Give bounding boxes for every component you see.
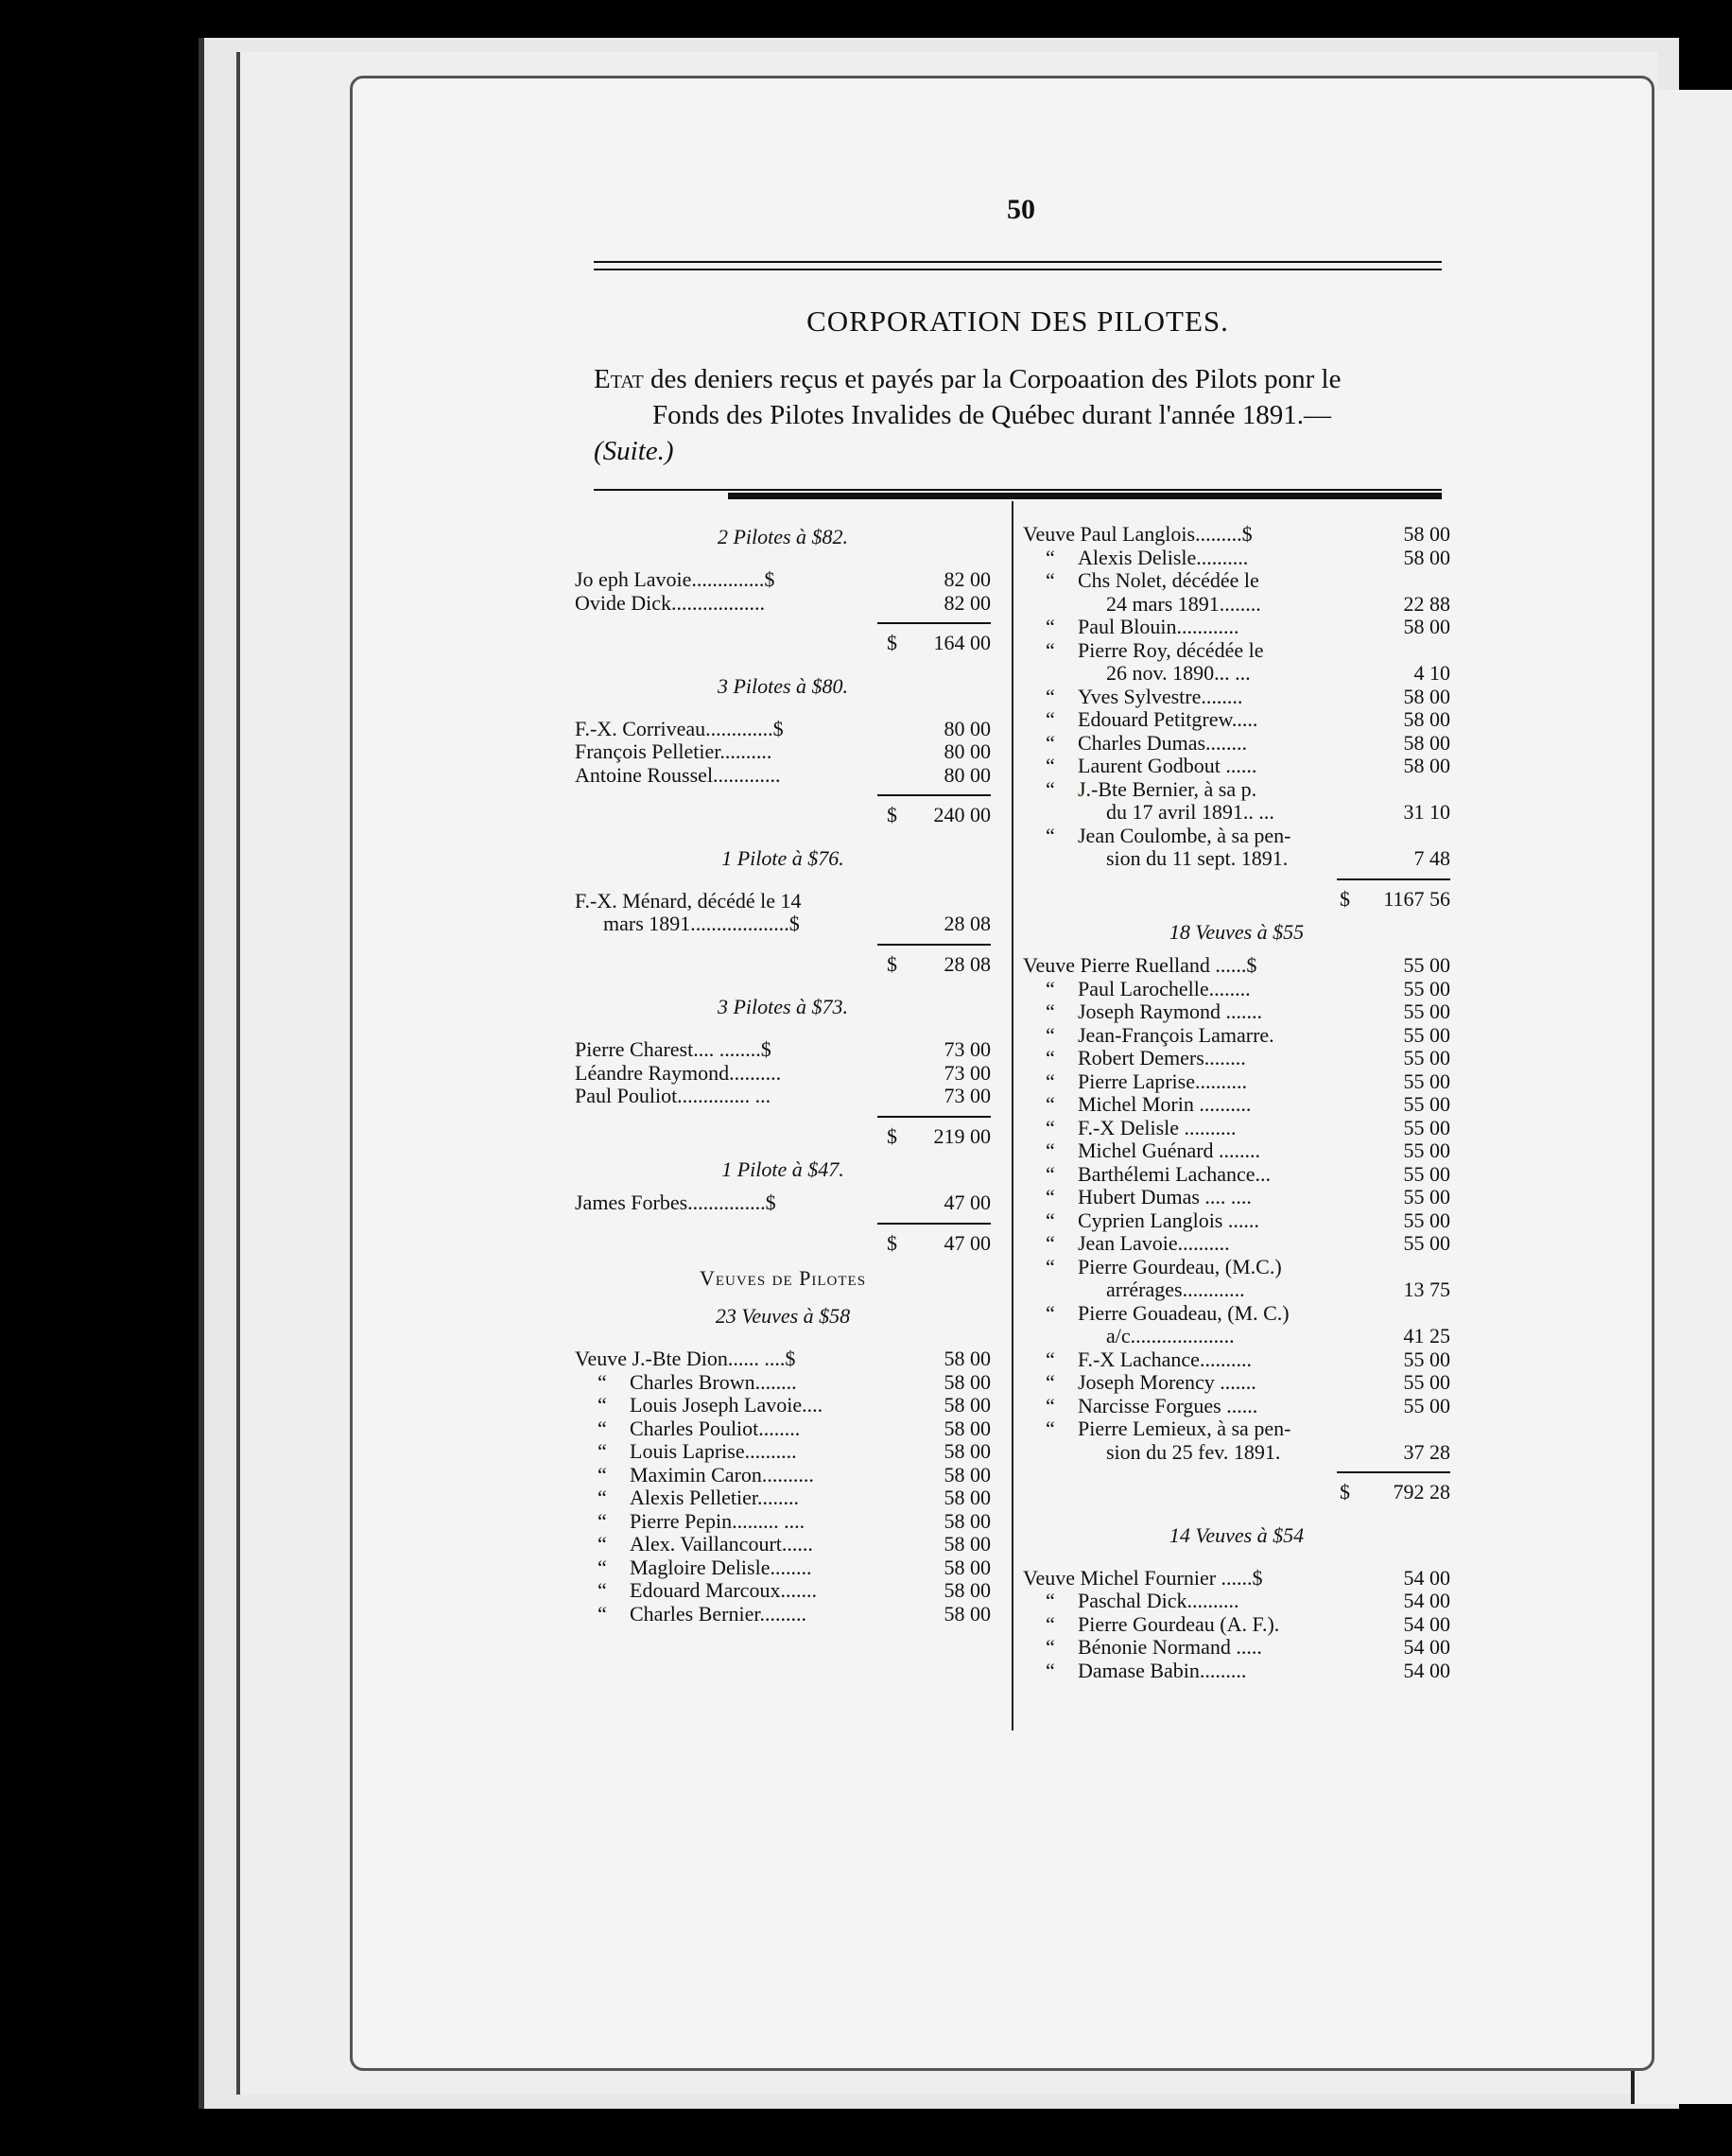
ditto-mark: “: [598, 1578, 607, 1602]
entry-row: [575, 1487, 991, 1510]
entry-amount: 58 00: [1403, 615, 1450, 638]
entry-row: [575, 568, 991, 592]
entry-name: Charles Brown........: [630, 1369, 797, 1394]
entry-name: Veuve Pierre Ruelland ......$: [1023, 953, 1257, 977]
entry-amount: 55 00: [1403, 1092, 1450, 1116]
entry-row: [1023, 1395, 1450, 1418]
entry-amount: 58 00: [944, 1369, 991, 1394]
entry-name: Laurent Godbout ......: [1078, 754, 1257, 777]
ditto-mark: “: [598, 1601, 607, 1626]
header-rule-top: [594, 261, 1442, 263]
entry-row: [1023, 547, 1450, 570]
entry-name: Pierre Charest.... ........$: [575, 1037, 771, 1061]
entry-name: Pierre Gourdeau (A. F.).: [1078, 1611, 1280, 1636]
entry-row: [1023, 978, 1450, 1001]
subtotal-row: [1023, 1481, 1450, 1504]
dollar-sign: $: [1340, 1480, 1350, 1504]
entry-amount: 55 00: [1403, 1185, 1450, 1208]
entry-amount: 55 00: [1403, 1046, 1450, 1069]
entry-row: [575, 1556, 991, 1580]
subtotal-rule: [575, 1116, 991, 1118]
entry-row: [1023, 1348, 1450, 1372]
entry-name: Léandre Raymond..........: [575, 1060, 782, 1085]
entry-name: Paul Larochelle........: [1078, 976, 1251, 1000]
ditto-mark: “: [1046, 568, 1055, 592]
entry-name: Robert Demers........: [1078, 1046, 1246, 1069]
intro-line-1: [594, 361, 1442, 397]
entry-name: Pierre Roy, décédée le: [1078, 637, 1264, 662]
entry-name: Alexis Delisle..........: [1078, 545, 1249, 569]
entry-amount: 58 00: [944, 1508, 991, 1533]
entry-row: [1023, 1590, 1450, 1613]
widows-heading: Veuves de Pilotes: [699, 1266, 867, 1290]
entry-name: 26 nov. 1890... ...: [1106, 661, 1251, 685]
ditto-mark: “: [1046, 707, 1055, 731]
page-title: CORPORATION DES PILOTES.: [806, 304, 1229, 338]
ditto-mark: “: [1046, 823, 1055, 847]
intro-line-2: Fonds des Pilotes Invalides de Québec durant l'année 1891.—: [652, 400, 1331, 430]
entry-amount: 55 00: [1403, 1161, 1450, 1186]
entry-row-continued: [575, 913, 991, 936]
entry-row: [575, 740, 991, 764]
entry-name: F.-X. Corriveau.............$: [575, 716, 784, 740]
entry-amount: 55 00: [1403, 1231, 1450, 1255]
entry-row-continued: [1023, 847, 1450, 871]
entry-row: [575, 1085, 991, 1108]
entry-row: [1023, 954, 1450, 978]
left-column: [575, 523, 991, 1626]
entry-name: J.-Bte Bernier, à sa p.: [1078, 776, 1257, 801]
entry-amount: 58 00: [944, 1439, 991, 1463]
subtotal-amount: 792 28: [1393, 1480, 1450, 1504]
ditto-mark: “: [1046, 1254, 1055, 1278]
table-rule-thick: [728, 493, 1442, 499]
subtotal-amount: 219 00: [933, 1123, 991, 1148]
entry-amount: 82 00: [944, 567, 991, 591]
entry-amount: 55 00: [1403, 1022, 1450, 1047]
ditto-mark: “: [1046, 545, 1055, 569]
entry-name: Pierre Gouadeau, (M. C.): [1078, 1300, 1290, 1325]
entry-row-continued: [1023, 1325, 1450, 1348]
entry-row-continued: [1023, 662, 1450, 686]
ditto-mark: “: [1046, 1635, 1055, 1659]
entry-amount: 28 08: [944, 912, 991, 935]
entry-row: [1023, 569, 1450, 593]
entry-name: Yves Sylvestre........: [1078, 684, 1243, 708]
entry-row: [1023, 778, 1450, 802]
entry-amount: 58 00: [1403, 730, 1450, 755]
entry-name: Pierre Gourdeau, (M.C.): [1078, 1254, 1282, 1278]
entry-row: [1023, 639, 1450, 663]
ditto-mark: “: [1046, 615, 1055, 638]
entry-name: Pierre Pepin......... ....: [630, 1508, 805, 1533]
entry-amount: 54 00: [1403, 1611, 1450, 1636]
entry-name: Hubert Dumas .... ....: [1078, 1185, 1252, 1208]
entry-name: François Pelletier..........: [575, 739, 772, 763]
entry-row: [1023, 825, 1450, 848]
entry-row: [1023, 1660, 1450, 1683]
entry-amount: 82 00: [944, 590, 991, 615]
entry-amount: 80 00: [944, 716, 991, 740]
subtotal-rule: [575, 622, 991, 624]
entry-name: Michel Guénard ........: [1078, 1139, 1261, 1162]
entry-amount: 13 75: [1403, 1278, 1450, 1301]
entry-row: [575, 592, 991, 616]
intro-paragraph: [594, 361, 1442, 469]
ditto-mark: “: [598, 1416, 607, 1440]
entry-name: Alexis Pelletier........: [630, 1486, 800, 1509]
entry-name: Charles Pouliot........: [630, 1416, 801, 1440]
entry-amount: 55 00: [1403, 1208, 1450, 1232]
subtotal-rule: [575, 1223, 991, 1225]
entry-amount: 80 00: [944, 739, 991, 763]
entry-row-continued: [1023, 1441, 1450, 1465]
entry-name: James Forbes...............$: [575, 1191, 776, 1214]
ditto-mark: “: [598, 1439, 607, 1463]
entry-row: [575, 718, 991, 741]
entry-amount: 37 28: [1403, 1439, 1450, 1464]
entry-row: [575, 1371, 991, 1395]
entry-row: [575, 1062, 991, 1086]
entry-amount: 58 00: [944, 1462, 991, 1487]
ditto-mark: “: [598, 1462, 607, 1487]
entry-row: [575, 1348, 991, 1371]
entry-name: Edouard Marcoux.......: [630, 1578, 817, 1602]
ditto-mark: “: [1046, 1046, 1055, 1069]
entry-row: [575, 1394, 991, 1417]
entry-row: [575, 890, 991, 913]
ditto-mark: “: [1046, 1069, 1055, 1093]
dollar-sign: $: [887, 803, 897, 826]
entry-row: [1023, 1093, 1450, 1117]
ditto-mark: “: [1046, 1611, 1055, 1636]
entry-row-continued: [1023, 1278, 1450, 1302]
ditto-mark: “: [1046, 1022, 1055, 1047]
ditto-mark: “: [598, 1486, 607, 1509]
entry-amount: 55 00: [1403, 1347, 1450, 1371]
ditto-mark: “: [1046, 1115, 1055, 1139]
section-heading: 1 Pilote à $76.: [721, 845, 844, 870]
subtotal-amount: 240 00: [933, 803, 991, 826]
entry-name: Damase Babin.........: [1078, 1658, 1247, 1682]
ditto-mark: “: [1046, 1417, 1055, 1440]
entry-name: Charles Bernier.........: [630, 1601, 806, 1626]
entry-row: [575, 1533, 991, 1556]
entry-row: [1023, 1302, 1450, 1326]
entry-name: Jean Coulombe, à sa pen-: [1078, 823, 1291, 847]
entry-row: [1023, 1567, 1450, 1591]
subtotal-row: [575, 1232, 991, 1256]
entry-row: [575, 1417, 991, 1441]
entry-amount: 22 88: [1403, 591, 1450, 616]
right-column: [1023, 523, 1450, 1682]
entry-amount: 55 00: [1403, 976, 1450, 1000]
entry-amount: 73 00: [944, 1084, 991, 1107]
ditto-mark: “: [1046, 1161, 1055, 1186]
entry-row: [575, 1440, 991, 1464]
section-heading: 2 Pilotes à $82.: [717, 525, 849, 548]
entry-name: Narcisse Forgues ......: [1078, 1393, 1258, 1417]
entry-amount: 55 00: [1403, 953, 1450, 977]
intro-lead-word: Etat: [594, 364, 644, 394]
entry-amount: 55 00: [1403, 1393, 1450, 1417]
section-heading: 23 Veuves à $58: [715, 1304, 851, 1328]
entry-name: Veuve Michel Fournier ......$: [1023, 1565, 1263, 1590]
entry-row-continued: [1023, 593, 1450, 617]
ditto-mark: “: [1046, 1370, 1055, 1394]
column-divider: [1012, 501, 1013, 1730]
entry-row-continued: [1023, 801, 1450, 825]
ditto-mark: “: [1046, 1300, 1055, 1325]
entry-amount: 54 00: [1403, 1658, 1450, 1682]
subtotal-rule: [575, 794, 991, 796]
entry-row: [575, 1038, 991, 1062]
entry-name: Paschal Dick..........: [1078, 1589, 1239, 1612]
entry-amount: 58 00: [1403, 522, 1450, 546]
subtotal-row: [575, 804, 991, 827]
entry-row: [1023, 1209, 1450, 1233]
entry-amount: 55 00: [1403, 1370, 1450, 1394]
entry-row: [1023, 1000, 1450, 1024]
entry-row: [1023, 1371, 1450, 1395]
entry-name: F.-X Lachance..........: [1078, 1347, 1252, 1371]
entry-amount: 73 00: [944, 1060, 991, 1085]
entry-amount: 54 00: [1403, 1589, 1450, 1612]
entry-name: Veuve J.-Bte Dion...... ....$: [575, 1347, 796, 1370]
entry-row: [1023, 1070, 1450, 1094]
ditto-mark: “: [1046, 1000, 1055, 1023]
entry-amount: 58 00: [944, 1578, 991, 1602]
entry-name: Pierre Lemieux, à sa pen-: [1078, 1417, 1291, 1440]
entry-row: [575, 1579, 991, 1603]
entry-row: [575, 1510, 991, 1534]
ditto-mark: “: [1046, 1393, 1055, 1417]
intro-line-1-text: des deniers reçus et payés par la Corpoaation des Pilots ponr le: [643, 364, 1342, 394]
subtotal-rule: [575, 944, 991, 946]
ditto-mark: “: [1046, 1208, 1055, 1232]
entry-name: sion du 25 fev. 1891.: [1106, 1439, 1281, 1464]
entry-amount: 58 00: [944, 1393, 991, 1417]
entry-row: [575, 764, 991, 788]
section-heading: 3 Pilotes à $80.: [717, 673, 849, 698]
dollar-sign: $: [1340, 886, 1350, 911]
entry-name: Paul Blouin............: [1078, 615, 1239, 638]
entry-amount: 58 00: [944, 1601, 991, 1626]
entry-name: du 17 avril 1891.. ...: [1106, 800, 1274, 824]
ditto-mark: “: [1046, 754, 1055, 777]
entry-amount: 58 00: [944, 1416, 991, 1440]
entry-row: [575, 1191, 991, 1215]
entry-name: Maximin Caron..........: [630, 1462, 814, 1487]
entry-amount: 55 00: [1403, 1069, 1450, 1093]
entry-row: [1023, 1256, 1450, 1279]
entry-name: Chs Nolet, décédée le: [1078, 568, 1259, 592]
entry-row: [1023, 1163, 1450, 1187]
entry-amount: 58 00: [944, 1347, 991, 1370]
table-rule-top: [594, 489, 1442, 491]
entry-name: 24 mars 1891........: [1106, 591, 1261, 616]
entry-row: [1023, 523, 1450, 547]
entry-name: Bénonie Normand .....: [1078, 1635, 1262, 1659]
entry-name: Jean Lavoie..........: [1078, 1231, 1230, 1255]
entry-row: [1023, 1024, 1450, 1048]
entry-name: Joseph Morency .......: [1078, 1370, 1256, 1394]
entry-name: Antoine Roussel.............: [575, 762, 781, 787]
section-heading: 14 Veuves à $54: [1169, 1522, 1305, 1547]
entry-row: [1023, 616, 1450, 639]
ditto-mark: “: [1046, 1589, 1055, 1612]
ditto-mark: “: [598, 1555, 607, 1579]
dollar-sign: $: [887, 1230, 897, 1255]
dollar-sign: $: [887, 1123, 897, 1148]
entry-amount: 58 00: [944, 1532, 991, 1556]
ditto-mark: “: [598, 1393, 607, 1417]
entry-row: [575, 1603, 991, 1626]
ditto-mark: “: [1046, 776, 1055, 801]
entry-amount: 4 10: [1413, 661, 1450, 685]
subtotal-rule: [1023, 878, 1450, 880]
entry-name: a/c....................: [1106, 1324, 1235, 1348]
entry-name: Louis Joseph Lavoie....: [630, 1393, 823, 1417]
entry-row: [1023, 732, 1450, 756]
ditto-mark: “: [1046, 1185, 1055, 1208]
entry-row: [1023, 1186, 1450, 1209]
entry-name: Charles Dumas........: [1078, 730, 1248, 755]
entry-amount: 55 00: [1403, 1000, 1450, 1023]
ditto-mark: “: [598, 1532, 607, 1556]
entry-amount: 54 00: [1403, 1565, 1450, 1590]
entry-name: arrérages............: [1106, 1278, 1245, 1301]
entry-name: sion du 11 sept. 1891.: [1106, 846, 1289, 870]
ditto-mark: “: [1046, 1092, 1055, 1116]
entry-name: Magloire Delisle........: [630, 1555, 812, 1579]
subtotal-rule: [1023, 1471, 1450, 1473]
entry-row: [1023, 708, 1450, 732]
entry-name: Jean-François Lamarre.: [1078, 1022, 1274, 1047]
entry-row: [575, 1464, 991, 1487]
entry-row: [1023, 1417, 1450, 1441]
entry-name: mars 1891...................$: [603, 912, 800, 935]
subtotal-row: [575, 632, 991, 655]
entry-row: [1023, 1139, 1450, 1163]
entry-amount: 55 00: [1403, 1115, 1450, 1139]
subtotal-amount: 1167 56: [1383, 886, 1450, 911]
entry-amount: 41 25: [1403, 1324, 1450, 1348]
entry-amount: 54 00: [1403, 1635, 1450, 1659]
page-number: 50: [1007, 194, 1035, 225]
ditto-mark: “: [598, 1369, 607, 1394]
subtotal-amount: 164 00: [933, 631, 991, 654]
entry-name: Edouard Petitgrew.....: [1078, 707, 1258, 731]
entry-row: [1023, 1232, 1450, 1256]
subtotal-row: [575, 953, 991, 977]
header-rule-bottom: [594, 269, 1442, 270]
entry-amount: 58 00: [944, 1486, 991, 1509]
ditto-mark: “: [1046, 684, 1055, 708]
entry-name: Alex. Vaillancourt......: [630, 1532, 813, 1556]
section-heading: 1 Pilote à $47.: [721, 1157, 844, 1181]
entry-name: Cyprien Langlois ......: [1078, 1208, 1259, 1232]
entry-amount: 31 10: [1403, 800, 1450, 824]
entry-amount: 58 00: [1403, 684, 1450, 708]
entry-amount: 58 00: [1403, 754, 1450, 777]
entry-amount: 7 48: [1413, 846, 1450, 870]
entry-name: Joseph Raymond .......: [1078, 1000, 1262, 1023]
entry-row: [1023, 755, 1450, 778]
ditto-mark: “: [598, 1508, 607, 1533]
ditto-mark: “: [1046, 1347, 1055, 1371]
intro-line-3: (Suite.): [594, 436, 674, 466]
ditto-mark: “: [1046, 1231, 1055, 1255]
entry-row: [1023, 686, 1450, 709]
entry-amount: 73 00: [944, 1037, 991, 1061]
entry-amount: 58 00: [1403, 707, 1450, 731]
ditto-mark: “: [1046, 1658, 1055, 1682]
entry-name: Pierre Laprise..........: [1078, 1069, 1247, 1093]
entry-name: Jo eph Lavoie..............$: [575, 567, 775, 591]
entry-row: [1023, 1636, 1450, 1660]
subtotal-amount: 47 00: [944, 1230, 991, 1255]
ditto-mark: “: [1046, 976, 1055, 1000]
entry-name: Michel Morin ..........: [1078, 1092, 1252, 1116]
ditto-mark: “: [1046, 730, 1055, 755]
subtotal-row: [1023, 888, 1450, 912]
entry-amount: 58 00: [944, 1555, 991, 1579]
entry-name: Barthélemi Lachance...: [1078, 1161, 1272, 1186]
section-heading: 18 Veuves à $55: [1169, 920, 1305, 944]
entry-amount: 55 00: [1403, 1139, 1450, 1162]
entry-row: [1023, 1117, 1450, 1140]
subtotal-row: [575, 1125, 991, 1149]
dollar-sign: $: [887, 631, 897, 654]
entry-name: Veuve Paul Langlois.........$: [1023, 522, 1253, 546]
subtotal-amount: 28 08: [944, 951, 991, 976]
entry-row: [1023, 1613, 1450, 1637]
entry-name: Paul Pouliot.............. ...: [575, 1084, 771, 1107]
dollar-sign: $: [887, 951, 897, 976]
entry-row: [1023, 1047, 1450, 1070]
entry-name: Ovide Dick..................: [575, 590, 766, 615]
entry-amount: 47 00: [944, 1191, 991, 1214]
entry-name: Louis Laprise..........: [630, 1439, 797, 1463]
section-heading: 3 Pilotes à $73.: [717, 995, 849, 1018]
entry-name: F.-X. Ménard, décédé le 14: [575, 888, 802, 913]
ditto-mark: “: [1046, 637, 1055, 662]
entry-amount: 80 00: [944, 762, 991, 787]
entry-name: F.-X Delisle ..........: [1078, 1115, 1237, 1139]
entry-amount: 58 00: [1403, 545, 1450, 569]
ditto-mark: “: [1046, 1139, 1055, 1162]
